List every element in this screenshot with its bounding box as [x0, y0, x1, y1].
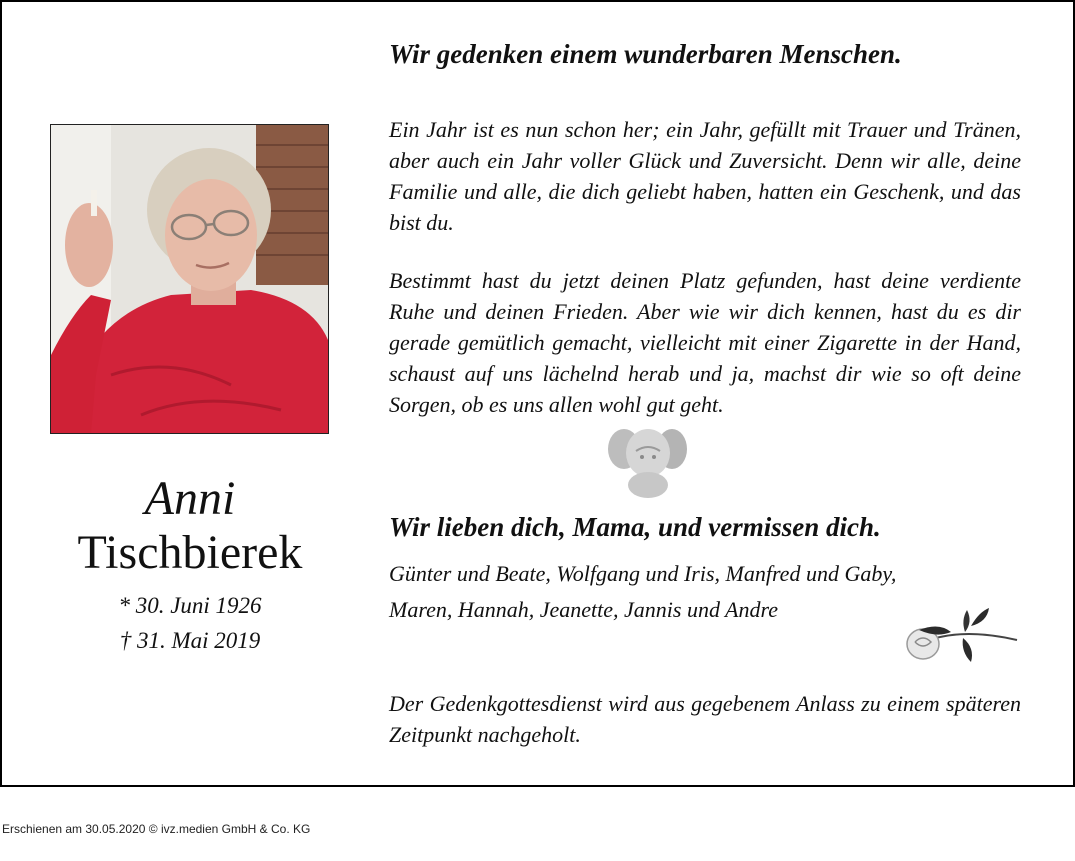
first-name: Anni — [144, 472, 236, 525]
portrait-photo — [50, 124, 329, 434]
paragraph-year: Ein Jahr ist es nun schon her; ein Jahr, gefüllt mit Trauer und Tränen, aber auch ein Jahr voller Glück und Zuversicht. Denn wir alle, deine Familie und alle, die dich geliebt haben, hatten ein Geschenk, und das bist du. — [389, 117, 1021, 235]
paragraph-memorial-service: Der Gedenkgottesdienst wird aus gegebenem Anlass zu einem späteren Zeitpunkt nachgeholt. — [389, 691, 1021, 747]
birth-date: * 30. Juni 1926 — [118, 593, 262, 618]
last-name: Tischbierek — [77, 526, 303, 579]
deceased-name — [40, 472, 340, 580]
life-dates — [40, 588, 340, 658]
death-date: † 31. Mai 2019 — [119, 628, 261, 653]
paragraph-peace: Bestimmt hast du jetzt deinen Platz gefunden, hast deine verdiente Ruhe und deinen Frieden. Aber wie wir dich kennen, hast du es dir gerade gemütlich gemacht, vielleicht mit einer Zigarette in der Hand, schaust auf uns lächelnd herab und ja, machst dir wie so oft deine Sorgen, ob es uns allen wohl gut geht. — [389, 268, 1021, 417]
heading-remembrance: Wir gedenken einem wunderbaren Menschen. — [389, 39, 902, 69]
rose-icon — [905, 602, 1021, 666]
heading-love: Wir lieben dich, Mama, und vermissen dich. — [389, 512, 881, 542]
angel-figurine-icon — [606, 423, 688, 499]
family-line-2: Maren, Hannah, Jeanette, Jannis und Andre — [389, 597, 778, 622]
family-line-1: Günter und Beate, Wolfgang und Iris, Manfred und Gaby, — [389, 561, 897, 586]
publication-footer: Erschienen am 30.05.2020 © ivz.medien GmbH & Co. KG — [2, 822, 311, 836]
